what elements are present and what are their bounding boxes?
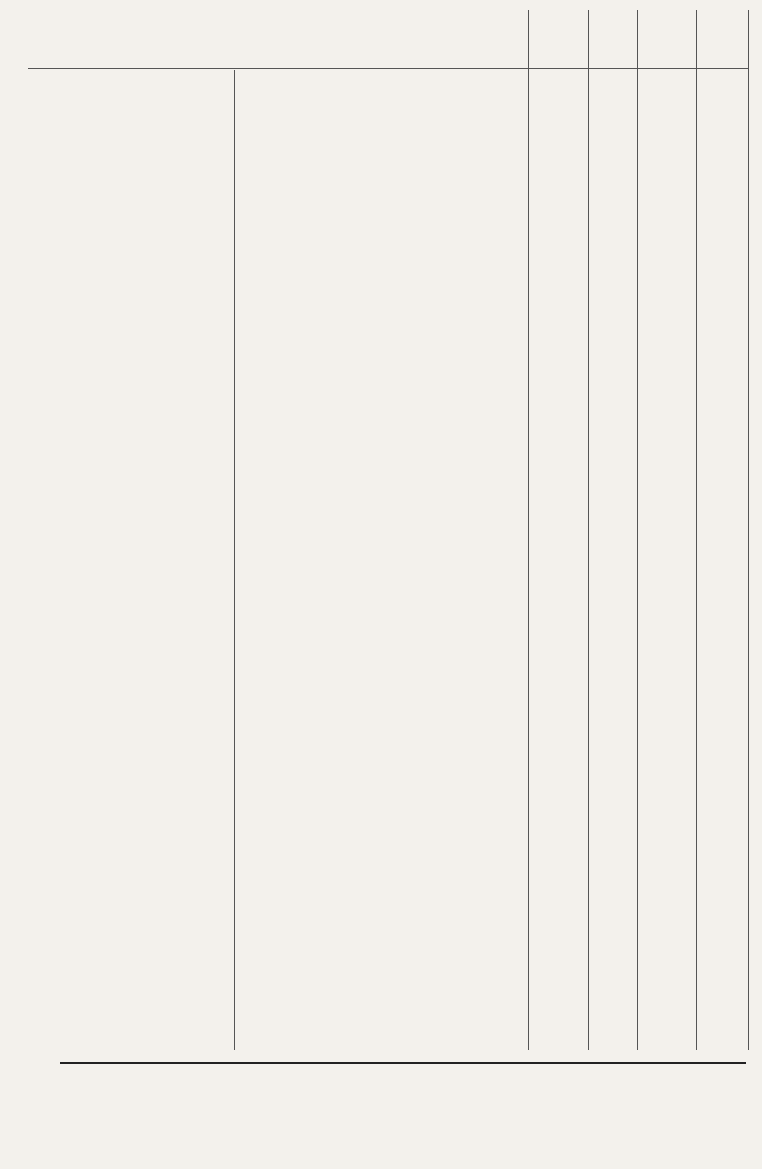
- footer-rule: [60, 1062, 746, 1064]
- col-rule: [696, 10, 697, 1050]
- footer-advert: [60, 1070, 69, 1094]
- header-rule: [28, 68, 748, 69]
- col-rule: [637, 10, 638, 1050]
- col-rule: [528, 10, 529, 1050]
- col-rule: [588, 10, 589, 1050]
- col-rule: [748, 10, 749, 1050]
- col-rule: [234, 70, 235, 1050]
